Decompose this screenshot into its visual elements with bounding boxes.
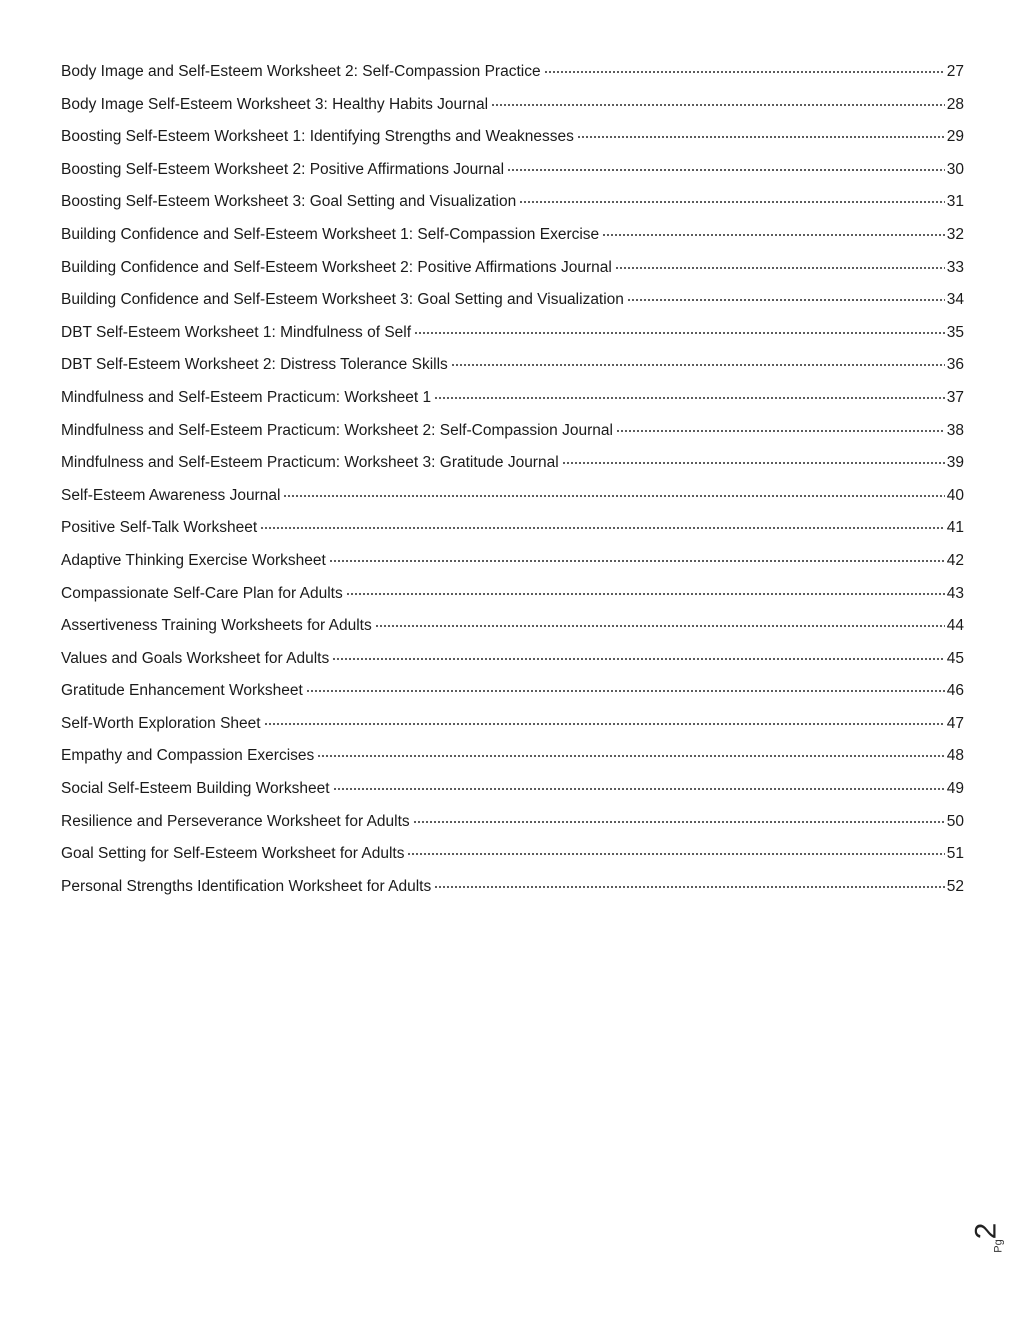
dot-leader (519, 201, 945, 203)
toc-entry[interactable] (61, 384, 964, 417)
toc-entry-title: Boosting Self-Esteem Worksheet 1: Identifying Strengths and Weaknesses (61, 128, 574, 146)
toc-entry[interactable] (61, 319, 964, 352)
dot-leader (332, 658, 945, 660)
toc-entry-title: DBT Self-Esteem Worksheet 2: Distress Tolerance Skills (61, 356, 448, 374)
toc-entry-title: Empathy and Compassion Exercises (61, 747, 315, 765)
dot-leader (627, 299, 945, 301)
dot-leader (317, 755, 944, 757)
toc-entry-page-number: 52 (946, 877, 964, 895)
dot-leader (413, 821, 945, 823)
toc-entry-title: Building Confidence and Self-Esteem Worksheet 2: Positive Affirmations Journal (61, 258, 612, 276)
toc-entry-title: Resilience and Perseverance Worksheet for Adults (61, 812, 410, 830)
toc-entry[interactable] (61, 188, 964, 221)
toc-entry-page-number: 27 (946, 63, 964, 80)
toc-entry-page-number: 51 (946, 845, 964, 863)
toc-entry-title: Assertiveness Training Worksheets for Adults (61, 617, 372, 635)
toc-entry[interactable] (61, 286, 964, 319)
page-number: 2 (969, 1222, 1003, 1240)
toc-entry[interactable] (61, 840, 964, 873)
dot-leader (333, 788, 945, 790)
toc-entry[interactable] (61, 710, 964, 743)
toc-entry-title: Mindfulness and Self-Esteem Practicum: Worksheet 3: Gratitude Journal (61, 454, 559, 472)
dot-leader (306, 690, 945, 692)
toc-entry-page-number: 48 (946, 747, 964, 765)
toc-entry-title: Mindfulness and Self-Esteem Practicum: Worksheet 2: Self-Compassion Journal (61, 421, 613, 439)
toc-entry-title: Positive Self-Talk Worksheet (61, 519, 258, 537)
dot-leader (451, 364, 945, 366)
dot-leader (414, 332, 945, 334)
toc-entry[interactable] (61, 449, 964, 482)
dot-leader (507, 169, 945, 171)
toc-entry-page-number: 35 (946, 323, 964, 341)
toc-entry-title: Mindfulness and Self-Esteem Practicum: Worksheet 1 (61, 388, 432, 406)
toc-entry[interactable] (61, 351, 964, 384)
toc-entry-page-number: 44 (946, 617, 964, 635)
toc-entry-page-number: 45 (946, 649, 964, 667)
toc-entry[interactable] (61, 254, 964, 287)
page-footer (969, 1218, 1018, 1268)
table-of-contents (61, 58, 964, 905)
toc-entry-page-number: 46 (946, 682, 964, 700)
dot-leader (615, 267, 945, 269)
dot-leader (283, 495, 944, 497)
toc-entry[interactable] (61, 808, 964, 841)
toc-entry-title: Boosting Self-Esteem Worksheet 2: Positive Affirmations Journal (61, 160, 505, 178)
dot-leader (544, 71, 945, 73)
toc-entry[interactable] (61, 417, 964, 450)
toc-entry-page-number: 38 (946, 421, 964, 439)
dot-leader (577, 136, 945, 138)
dot-leader (329, 560, 945, 562)
toc-entry[interactable] (61, 775, 964, 808)
toc-entry-title: Adaptive Thinking Exercise Worksheet (61, 551, 326, 569)
toc-entry-title: Social Self-Esteem Building Worksheet (61, 780, 330, 798)
toc-entry-page-number: 47 (946, 714, 964, 732)
toc-entry-page-number: 28 (946, 95, 964, 113)
dot-leader (616, 430, 945, 432)
toc-entry-title: Building Confidence and Self-Esteem Worksheet 3: Goal Setting and Visualization (61, 291, 624, 309)
dot-leader (346, 593, 945, 595)
toc-entry-page-number: 33 (946, 258, 964, 276)
toc-entry[interactable] (61, 123, 964, 156)
dot-leader (491, 104, 945, 106)
toc-entry[interactable] (61, 677, 964, 710)
toc-entry-title: Self-Worth Exploration Sheet (61, 714, 261, 732)
toc-entry[interactable] (61, 514, 964, 547)
toc-entry-page-number: 32 (946, 225, 964, 243)
toc-entry[interactable] (61, 91, 964, 124)
dot-leader (434, 886, 945, 888)
toc-entry-title: Body Image and Self-Esteem Worksheet 2: Self-Compassion Practice (61, 63, 541, 80)
page-label: Pg (992, 1239, 1005, 1253)
dot-leader (602, 234, 945, 236)
toc-entry-page-number: 40 (946, 486, 964, 504)
toc-entry[interactable] (61, 580, 964, 613)
toc-entry-page-number: 42 (946, 551, 964, 569)
toc-entry-page-number: 39 (946, 454, 964, 472)
toc-entry-page-number: 43 (946, 584, 964, 602)
toc-entry[interactable] (61, 156, 964, 189)
toc-entry[interactable] (61, 612, 964, 645)
toc-entry-page-number: 31 (946, 193, 964, 211)
toc-entry-page-number: 36 (946, 356, 964, 374)
toc-entry-title: DBT Self-Esteem Worksheet 1: Mindfulness of Self (61, 323, 412, 341)
toc-entry-page-number: 37 (946, 388, 964, 406)
dot-leader (375, 625, 945, 627)
toc-entry-title: Gratitude Enhancement Worksheet (61, 682, 303, 700)
toc-entry-page-number: 34 (946, 291, 964, 309)
toc-entry[interactable] (61, 221, 964, 254)
toc-entry-title: Boosting Self-Esteem Worksheet 3: Goal Setting and Visualization (61, 193, 517, 211)
toc-entry[interactable] (61, 482, 964, 515)
dot-leader (434, 397, 945, 399)
toc-entry[interactable] (61, 547, 964, 580)
toc-entry[interactable] (61, 873, 964, 906)
toc-entry-page-number: 30 (946, 160, 964, 178)
toc-entry-title: Values and Goals Worksheet for Adults (61, 649, 330, 667)
toc-entry[interactable] (61, 645, 964, 678)
toc-entry-page-number: 29 (946, 128, 964, 146)
toc-entry-page-number: 50 (946, 812, 964, 830)
dot-leader (260, 527, 945, 529)
toc-entry[interactable] (61, 58, 964, 91)
toc-entry-title: Body Image Self-Esteem Worksheet 3: Healthy Habits Journal (61, 95, 489, 113)
toc-entry-title: Building Confidence and Self-Esteem Worksheet 1: Self-Compassion Exercise (61, 225, 600, 243)
toc-entry-page-number: 49 (946, 780, 964, 798)
toc-entry-title: Compassionate Self-Care Plan for Adults (61, 584, 343, 602)
toc-entry-page-number: 41 (946, 519, 964, 537)
toc-entry[interactable] (61, 742, 964, 775)
dot-leader (562, 462, 945, 464)
dot-leader (407, 853, 944, 855)
toc-entry-title: Goal Setting for Self-Esteem Worksheet for Adults (61, 845, 405, 863)
toc-entry-title: Personal Strengths Identification Worksheet for Adults (61, 877, 432, 895)
toc-entry-title: Self-Esteem Awareness Journal (61, 486, 281, 504)
dot-leader (264, 723, 945, 725)
